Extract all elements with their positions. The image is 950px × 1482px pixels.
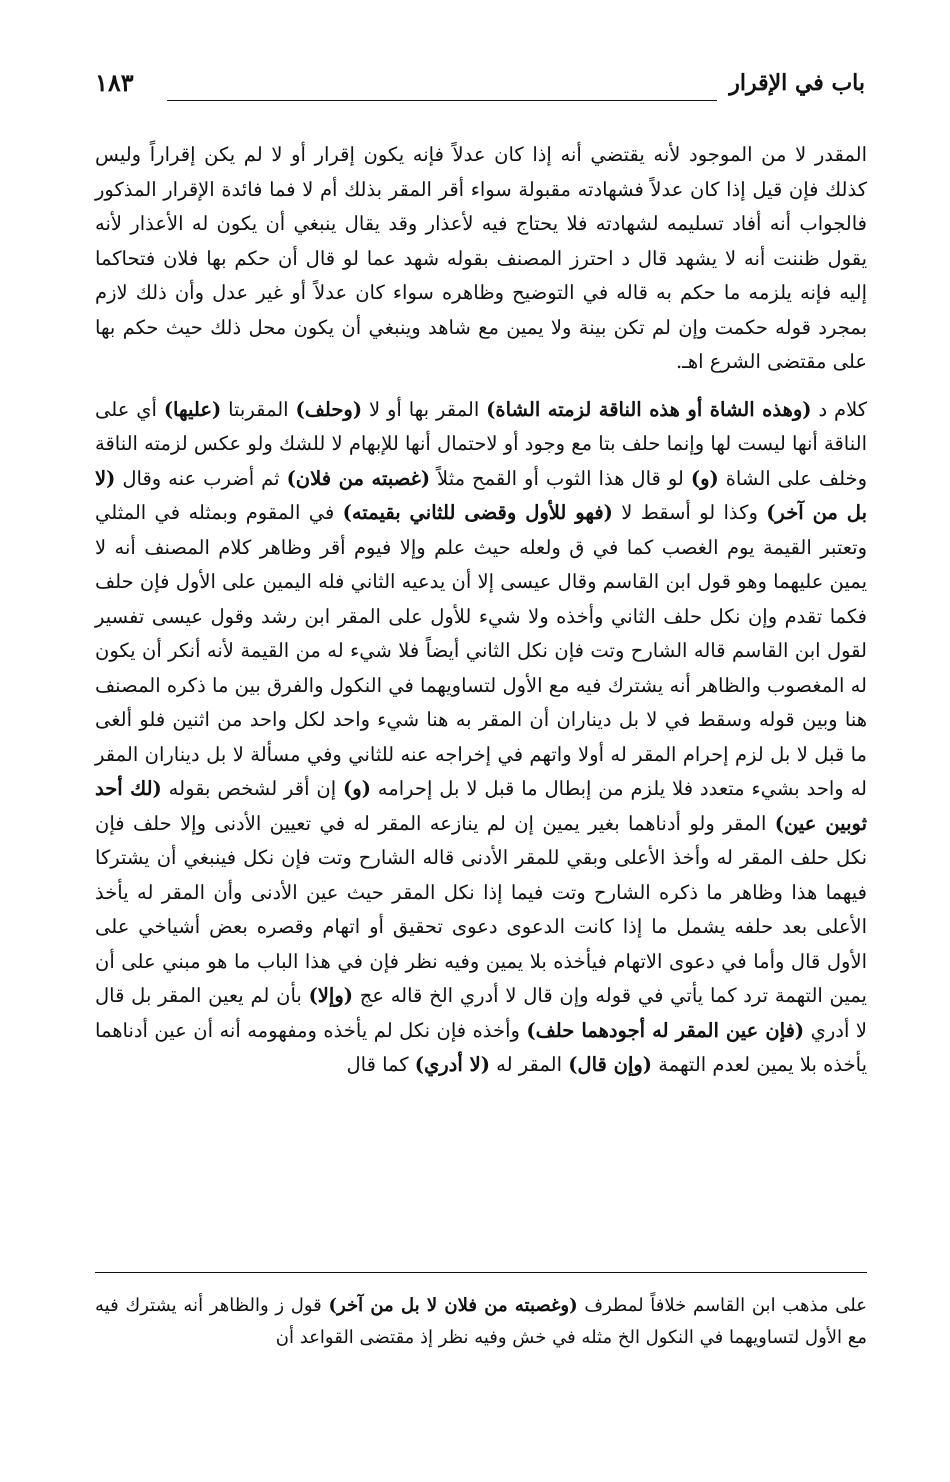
text-segment: إن أقر لشخص بقوله [161,777,344,800]
text-segment: المقربتا [221,397,296,421]
bold-quote: (وهذه الشاة أو هذه الناقة لزمته الشاة) [486,397,812,421]
page-header [95,70,865,110]
bold-quote: (فهو للأول وقضى للثاني بقيمته) [342,501,613,524]
text-segment: المقر بها أو لا [362,397,487,421]
text-segment: لو قال هذا الثوب أو القمح مثلاً [430,466,691,490]
text-segment: قول ز والظاهر أنه يشترك فيه مع الأول لتساويهما في النكول الخ مثله في خش وفيه نظر إذ مقتضى القواعد أن [95,1295,867,1348]
text-segment: كما قال [346,1053,415,1076]
text-segment: المقر ولو أدناهما بغير يمين إن لم ينازعه المقر له في تعيين الأدنى وإلا حلف فإن نكل حلف المقر له وأخذ الأعلى وبقي للمقر الأدنى قاله الشارح وتت فإن نكل فينبغي أن يشتركا فيهما هذا وظاهر ما ذكره الشارح وتت فيما إذا نكل المقر حيث عين الأدنى وأن المقر له يأخذ الأعلى بعد حلفه يشمل ما إذا كانت الدعوى دعوى تحقيق أو اتهام وقصره بعض أشياخي على الأول قال وأما في دعوى الاتهام فيأخذه بلا يمين وفيه نظر فإن في هذا الباب ما هو مبني على أن يمين التهمة ترد كما يأتي في قوله وإن قال لا أدري الخ قاله عج [95,811,867,1007]
running-header-title: باب في الإقرار [729,70,865,96]
bold-quote: (وحلف) [295,397,363,421]
footnote [95,1290,867,1354]
text-segment: أي على الناقة أنها ليست لها وإنما حلف بتا مع وجود أو لاحتمال أنها للإبهام لا للشك ولو عكس لزمته الناقة وخلف على الشاة [95,397,868,490]
bold-quote: (و) [690,466,719,490]
text-segment: في المقوم وبمثله في المثلي وتعتبر القيمة يوم الغصب كما في ق ولعله حيث علم وإلا فيوم أقر وظاهر كلام المصنف أنه لا يمين عليهما وهو قول ابن القاسم وقال عيسى إلا أن يدعيه الثاني فله اليمين على الأول فإن حلف فكما تقدم وإن نكل حلف الثاني وأخذه ولا شيء للأول على المقر ابن رشد وقول عيسى تفسير لقول ابن القاسم قاله الشارح وتت فإن نكل الثاني أيضاً فلا شيء له من القيمة لأنه أنكر أن يكون له المغصوب والظاهر أنه يشترك فيه مع الأول لتساويهما في النكول والفرق بين ما ذكره المصنف هنا وبين قوله وسقط في لا بل ديناران أن المقر به هنا شيء واحد لكل واحد من اثنين فلو ألغى ما قبل لا بل لزم إحرام المقر له أولا واتهم في إخراجه عنه للثاني وفي مسألة لا بل ديناران المقر له واحد بشيء متعدد فلا يلزم من إبطال ما قبل لا بل إحرامه [95,501,867,800]
footnote-paragraph [95,1290,867,1354]
text-segment: كلام د [811,397,868,421]
bold-quote: (لك أحد ثوبين عين) [95,777,867,835]
footnote-divider [95,1272,867,1273]
text-segment: وكذا لو أسقط لا [612,501,767,524]
paragraph-1: المقدر لا من الموجود لأنه يقتضي أنه إذا كان عدلاً فإنه يكون إقرار أو لا لم يكن إقراراً وليس كذلك فإن قيل إذا كان عدلاً فشهادته مقبولة سواء أقر المقر بذلك أم لا فما فائدة الإقرار المذكور فالجواب أنه أفاد تسليمه لشهادته فلا يحتاج فيه لأعذار وقد يقال ينبغي أن يكون له الأعذار لأنه يقول ظننت أنه لا يشهد قال د احترز المصنف بقوله شهد عما لو قال أن حكم بها فلان فتحاكما إليه فإنه يلزمه ما حكم به قاله في التوضيح وظاهره سواء كان عدلاً أو غير عدل وأن ذلك لازم بمجرد قوله حكمت وإن لم تكن بينة ولا يمين مع شاهد وينبغي أن يكون محل ذلك حيث حكم بها على مقتضى الشرع اهـ. [95,143,867,373]
bold-quote: (لا بل من آخر) [95,466,867,524]
bold-quote: (وإلا) [308,984,353,1007]
text-segment: ثم أضرب عنه وقال [115,466,287,490]
text-segment: على مذهب ابن القاسم خلافاً لمطرف [577,1295,867,1316]
bold-quote: (فإن عين المقر له أجودهما حلف) [526,1018,805,1042]
bold-quote: (وغصبته من فلان لا بل من آخر) [328,1295,578,1316]
bold-quote: (عليها) [163,397,222,421]
text-segment: وأخذه فإن نكل لم يأخذه ومفهومه أنه أن عين أدناهما يأخذه بلا يمين لعدم التهمة [95,1018,867,1076]
main-text [95,138,867,1083]
paragraph-2 [95,393,867,1083]
bold-quote: (وإن قال) [568,1053,653,1076]
text-segment: بأن لم يعين المقر بل قال لا أدري [95,984,867,1042]
bold-quote: (لا أدري) [414,1053,490,1076]
bold-quote: (و) [343,777,371,800]
bold-quote: (غصبته من فلان) [286,466,431,490]
header-rule [167,100,717,101]
text-segment: المقر له [489,1053,569,1076]
page-number: ١٨٣ [95,68,134,97]
